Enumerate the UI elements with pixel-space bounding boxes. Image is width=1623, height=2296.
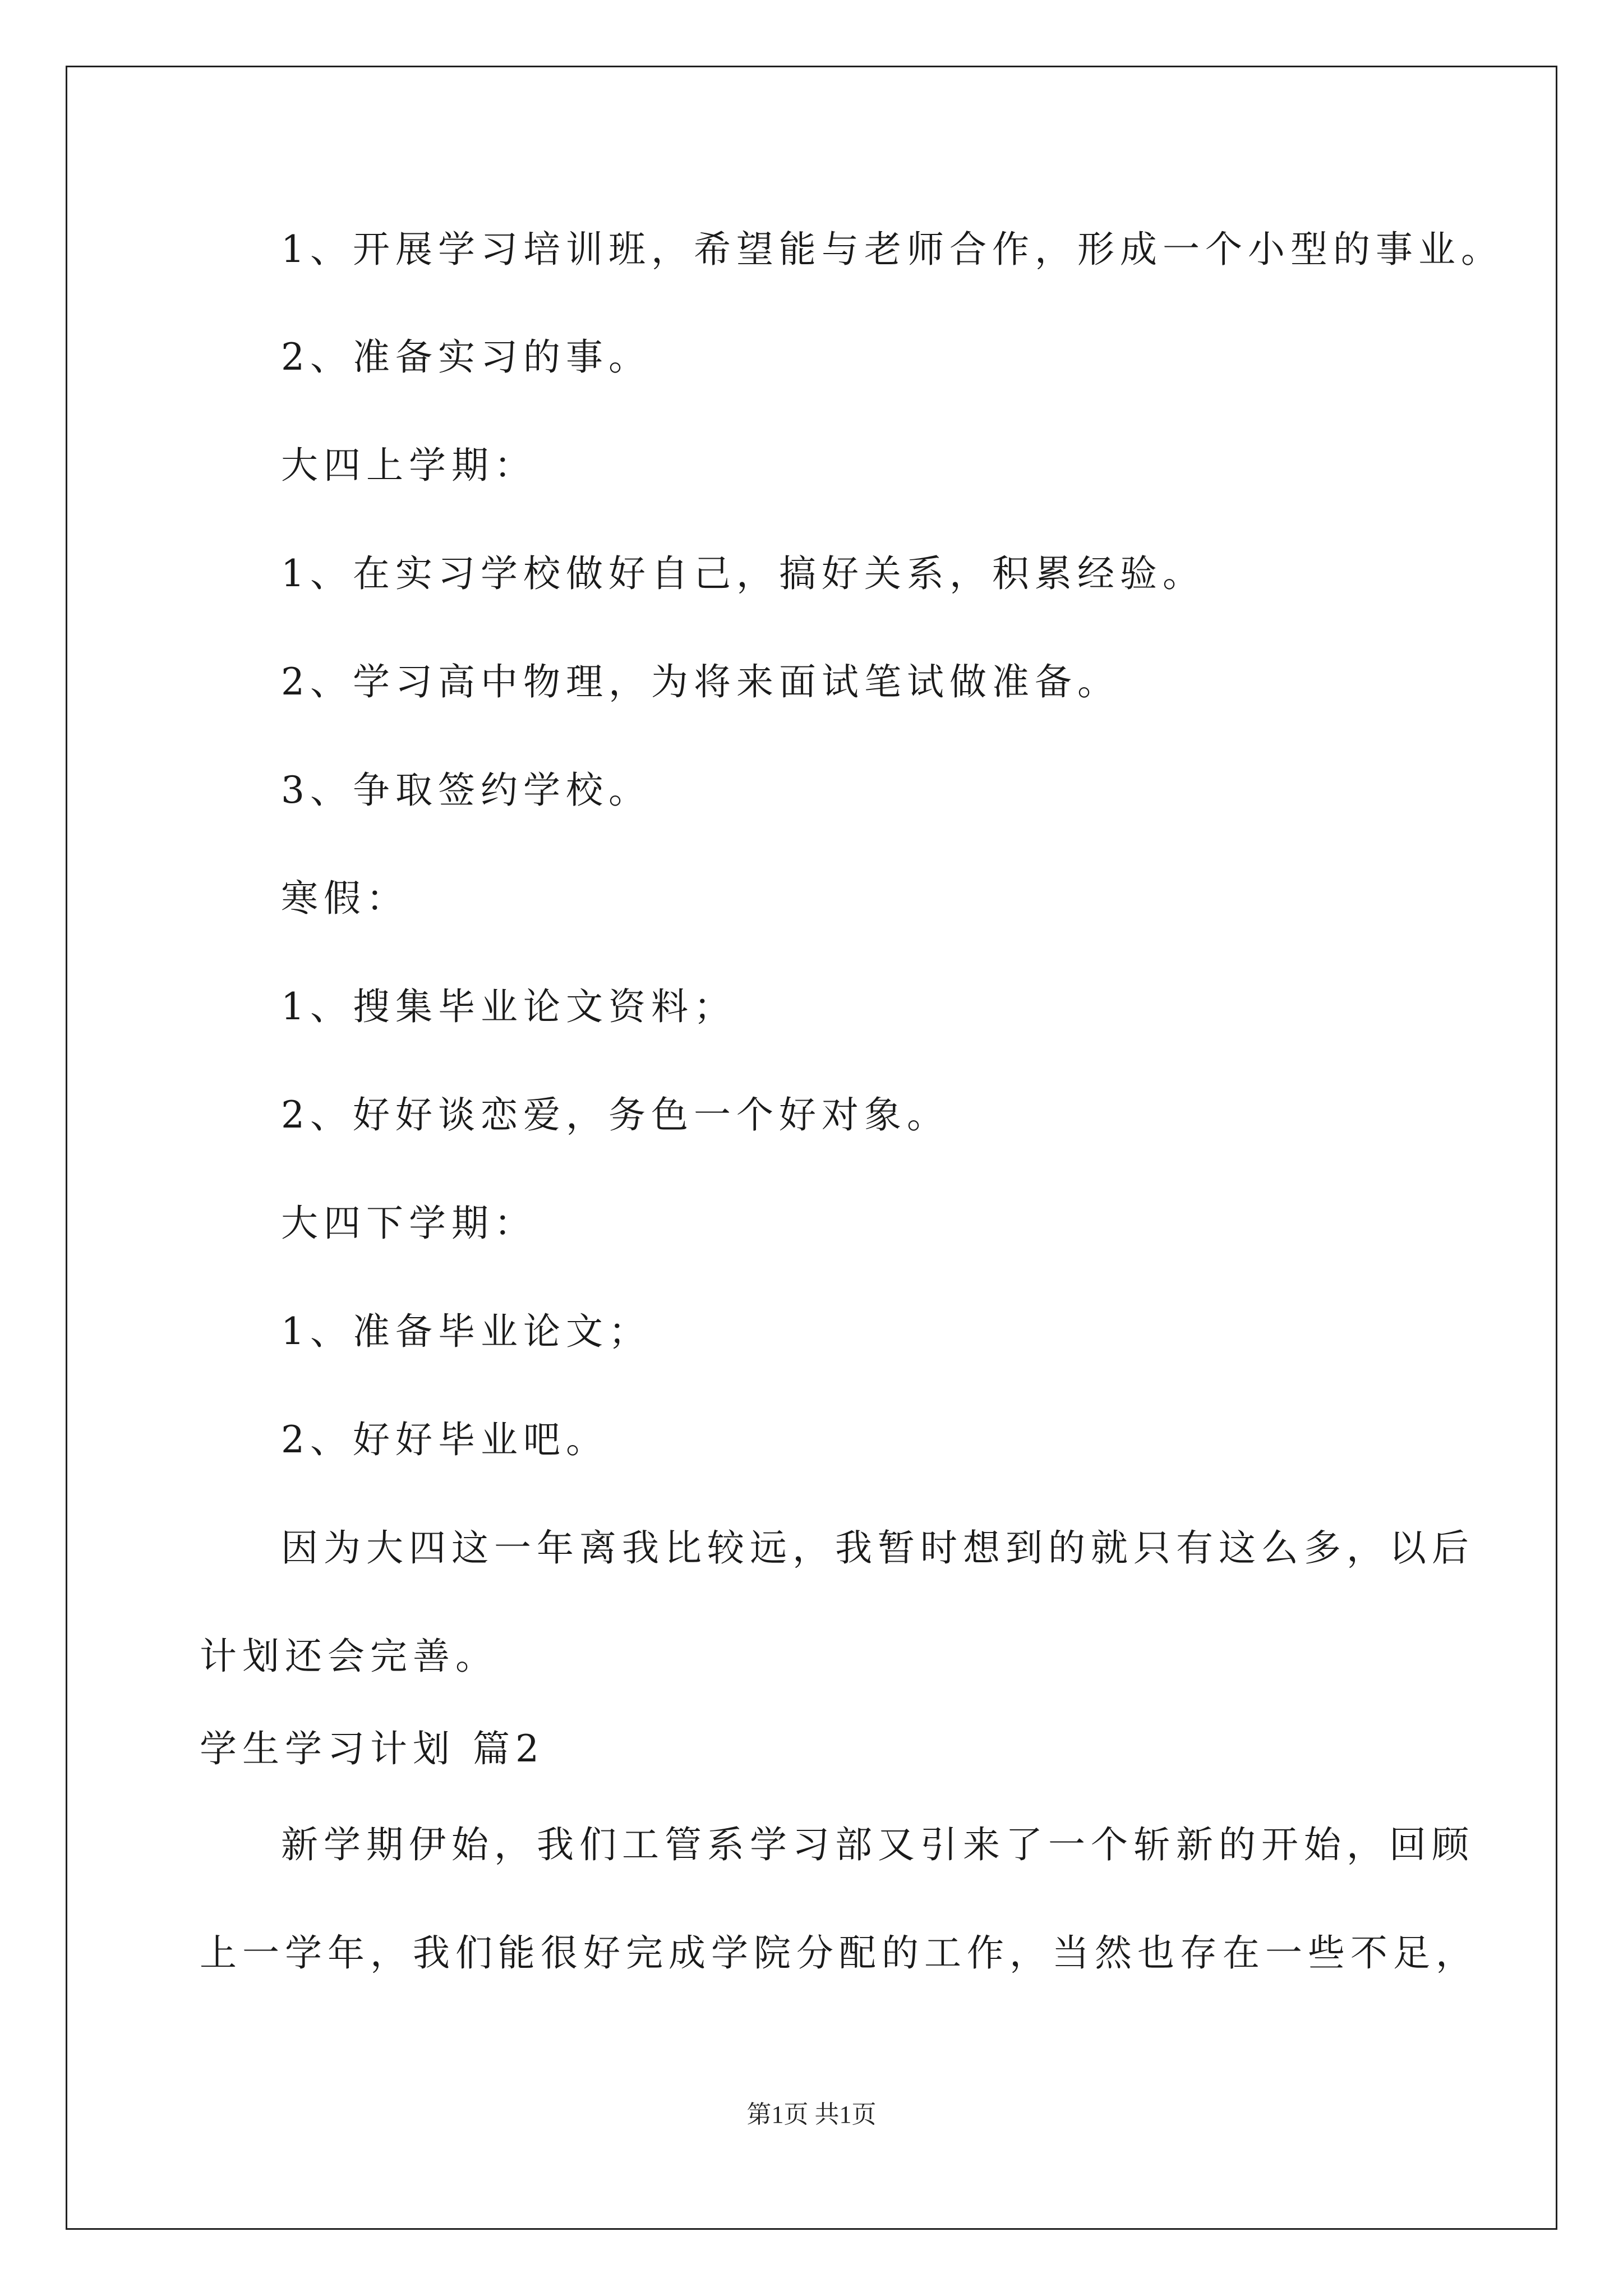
- paragraph-3: 1、在实习学校做好自己，搞好关系，积累经验。: [281, 552, 1205, 595]
- paragraph-4: 2、学习高中物理，为将来面试笔试做准备。: [281, 660, 1120, 703]
- intro-line-2: 上一学年，我们能很好完成学院分配的工作，当然也存在一些不足，: [200, 1931, 1478, 1975]
- page-footer: 第1页 共1页: [746, 2101, 877, 2128]
- paragraph-7: 2、好好谈恋爱，务色一个好对象。: [281, 1093, 949, 1137]
- paragraph-8: 1、准备毕业论文；: [281, 1310, 651, 1353]
- paragraph-5: 3、争取签约学校。: [281, 769, 651, 812]
- subheading-winter-break: 寒假：: [281, 877, 409, 920]
- subheading-senior-fall: 大四上学期：: [281, 444, 537, 487]
- page-border: [66, 66, 1557, 2230]
- section-heading: 学生学习计划 篇2: [200, 1727, 545, 1770]
- paragraph-2: 2、准备实习的事。: [281, 335, 651, 379]
- closing-line-1: 因为大四这一年离我比较远，我暂时想到的就只有这么多，以后: [281, 1526, 1474, 1570]
- paragraph-1: 1、开展学习培训班，希望能与老师合作，形成一个小型的事业。: [281, 228, 1504, 271]
- intro-line-1: 新学期伊始，我们工管系学习部又引来了一个斩新的开始，回顾: [281, 1823, 1474, 1866]
- paragraph-9: 2、好好毕业吧。: [281, 1418, 608, 1461]
- closing-line-2: 计划还会完善。: [200, 1635, 498, 1678]
- paragraph-6: 1、搜集毕业论文资料；: [281, 985, 736, 1028]
- subheading-senior-spring: 大四下学期：: [281, 1202, 537, 1245]
